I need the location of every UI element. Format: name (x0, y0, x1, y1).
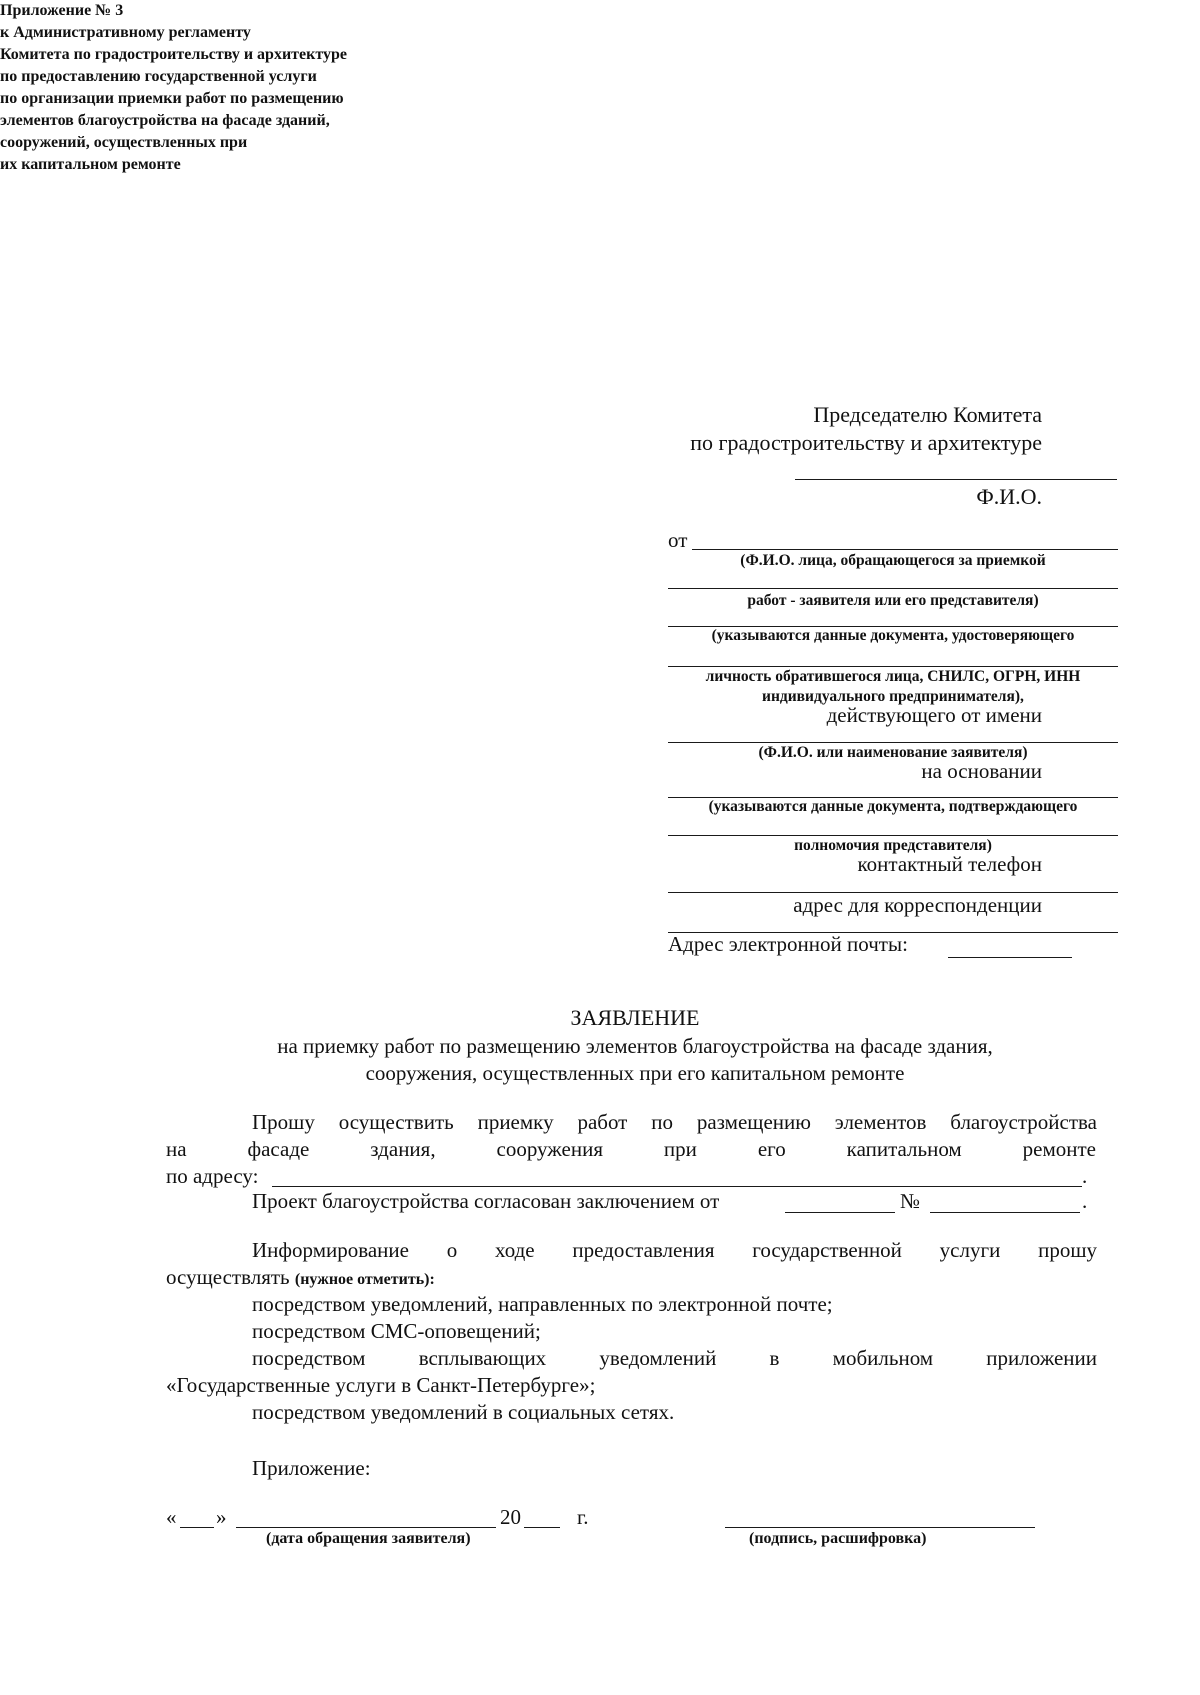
option-social-networks[interactable]: посредством уведомлений в социальных сетях. (252, 1400, 675, 1424)
acting-on-behalf-label: действующего от имени (826, 703, 1042, 727)
email-label: Адрес электронной почты: (668, 932, 908, 956)
document-subtitle-2: сооружения, осуществленных при его капитальном ремонте (365, 1061, 905, 1085)
project-approval-label: Проект благоустройства согласован заключением от (252, 1189, 720, 1213)
applicant-fio-field-2[interactable] (668, 588, 1118, 589)
notification-verb: осуществлять (166, 1265, 290, 1289)
appendix-line: по организации приемки работ по размещению (0, 90, 344, 107)
option-email[interactable]: посредством уведомлений, направленных по электронной почте; (252, 1292, 833, 1316)
caption-entrepreneur: индивидуального предпринимателя), (762, 688, 1024, 705)
date-open-quote: « (166, 1505, 177, 1529)
object-address-field[interactable] (272, 1186, 1082, 1187)
authority-details-field[interactable] (668, 835, 1118, 836)
address-prefix: по адресу: (166, 1164, 259, 1188)
year-prefix: 20 (500, 1505, 521, 1529)
date-close-quote: » (216, 1505, 227, 1529)
caption-authority-document: (указываются данные документа, подтверждающего (708, 798, 1078, 815)
principal-name-field[interactable] (668, 742, 1118, 743)
year-suffix: г. (577, 1505, 589, 1529)
signature-field[interactable] (725, 1527, 1035, 1528)
project-end: . (1082, 1189, 1088, 1213)
document-subtitle-1: на приемку работ по размещению элементов благоустройства на фасаде здания, (277, 1034, 993, 1058)
appendix-header (0, 0, 420, 176)
caption-id-document: (указываются данные документа, удостоверяющего (711, 627, 1075, 644)
basis-label: на основании (921, 759, 1042, 783)
option-sms[interactable]: посредством СМС-оповещений; (252, 1319, 541, 1343)
option-mobile-app-line2[interactable]: «Государственные услуги в Санкт-Петербурге»; (166, 1373, 596, 1397)
addressee-fio: Ф.И.О. (976, 484, 1042, 509)
caption-applicant-role: работ - заявителя или его представителя) (747, 592, 1039, 609)
id-details-field[interactable] (668, 666, 1118, 667)
caption-authority: полномочия представителя) (794, 837, 992, 854)
attachment-label: Приложение: (252, 1456, 371, 1480)
from-label: от (668, 528, 688, 552)
notification-note: (нужное отметить): (294, 1271, 435, 1288)
request-paragraph-line1: Прошу осуществить приемку работ по размещению элементов благоустройства (252, 1110, 1097, 1134)
month-field[interactable] (236, 1527, 496, 1528)
notification-paragraph-line2 (166, 1265, 435, 1290)
addressee-line1: Председателю Комитета (813, 402, 1042, 427)
year-field[interactable] (524, 1527, 560, 1528)
address-label: адрес для корреспонденции (793, 893, 1042, 917)
appendix-line: элементов благоустройства на фасаде зданий, (0, 112, 330, 129)
appendix-line: сооружений, осуществленных при (0, 134, 248, 151)
number-sign: № (900, 1189, 921, 1213)
phone-label: контактный телефон (857, 852, 1042, 876)
approval-number-field[interactable] (930, 1212, 1080, 1213)
address-end: . (1082, 1164, 1088, 1188)
option-mobile-app-line1[interactable]: посредством всплывающих уведомлений в мобильном приложении (252, 1346, 1097, 1370)
request-paragraph-line2: на фасаде здания, сооружения при его капитальном ремонте (166, 1137, 1096, 1161)
appendix-line: Комитета по градостроительству и архитектуре (0, 46, 347, 63)
applicant-fio-field[interactable] (692, 549, 1118, 550)
addressee-line2: по градостроительству и архитектуре (690, 430, 1042, 455)
caption-id-details: личность обратившегося лица, СНИЛС, ОГРН, ИНН (705, 668, 1081, 685)
appendix-line: их капитальном ремонте (0, 156, 181, 173)
email-field[interactable] (948, 957, 1072, 958)
approval-date-field[interactable] (785, 1212, 895, 1213)
document-title: ЗАЯВЛЕНИЕ (570, 1005, 700, 1030)
caption-applicant-fio: (Ф.И.О. лица, обращающегося за приемкой (740, 552, 1046, 569)
date-caption: (дата обращения заявителя) (266, 1530, 471, 1547)
caption-principal-name: (Ф.И.О. или наименование заявителя) (758, 744, 1028, 761)
notification-paragraph-line1: Информирование о ходе предоставления государственной услуги прошу (252, 1238, 1097, 1262)
day-field[interactable] (180, 1527, 214, 1528)
appendix-line: по предоставлению государственной услуги (0, 68, 317, 85)
appendix-line: к Административному регламенту (0, 24, 251, 41)
signature-caption: (подпись, расшифровка) (749, 1530, 927, 1547)
appendix-line: Приложение № 3 (0, 2, 124, 19)
addressee-fio-field[interactable] (795, 479, 1117, 480)
